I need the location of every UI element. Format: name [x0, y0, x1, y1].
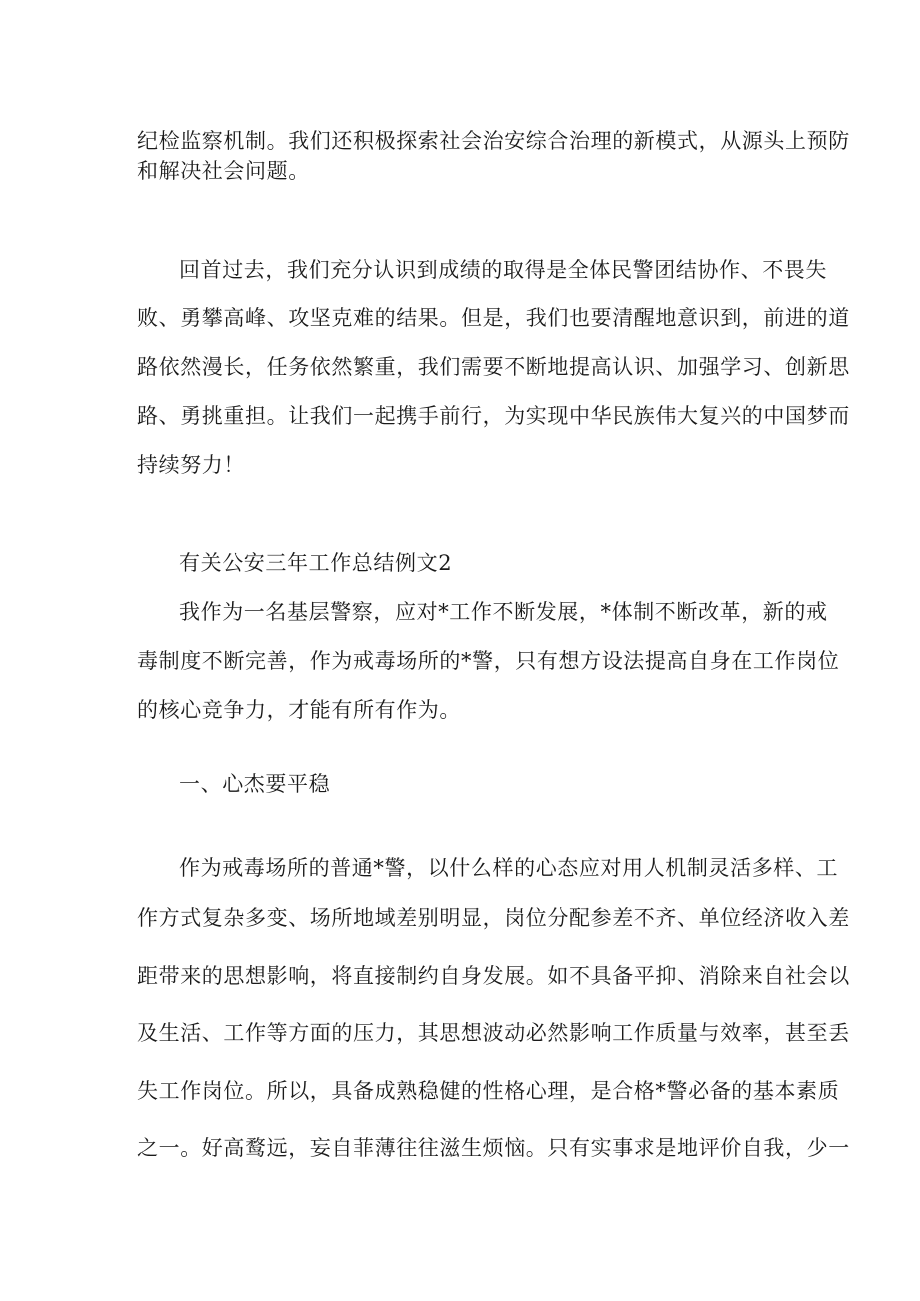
paragraph-line: 路依然漫长，任务依然繁重，我们需要不断地提高认识、加强学习、创新思	[137, 355, 850, 379]
paragraph-line: 的核心竞争力，才能有所有作为。	[137, 698, 461, 722]
paragraph-line: 失工作岗位。所以，具备成熟稳健的性格心理，是合格*警必备的基本素质	[137, 1079, 840, 1103]
paragraph-line: 距带来的思想影响，将直接制约自身发展。如不具备平抑、消除来自社会以	[137, 964, 850, 988]
paragraph-line: 回首过去，我们充分认识到成绩的取得是全体民警团结协作、不畏失	[179, 258, 827, 282]
paragraph-line: 持续努力！	[137, 453, 245, 477]
paragraph-line: 作为戒毒场所的普通*警，以什么样的心态应对用人机制灵活多样、工	[179, 856, 839, 880]
section-heading: 一、心杰要平稳	[179, 772, 331, 796]
paragraph-line: 和解决社会问题。	[137, 159, 310, 183]
section-title: 有关公安三年工作总结例文2	[179, 551, 453, 575]
paragraph-line: 我作为一名基层警察，应对*工作不断发展，*体制不断改革，新的戒	[179, 600, 828, 624]
paragraph-line: 毒制度不断完善，作为戒毒场所的*警，只有想方设法提高自身在工作岗位	[137, 649, 840, 673]
paragraph-line: 路、勇挑重担。让我们一起携手前行，为实现中华民族伟大复兴的中国梦而	[137, 404, 850, 428]
paragraph-line: 作方式复杂多变、场所地域差别明显，岗位分配参差不齐、单位经济收入差	[137, 906, 850, 930]
paragraph-line: 及生活、工作等方面的压力，其思想波动必然影响工作质量与效率，甚至丢	[137, 1021, 850, 1045]
paragraph-line: 纪检监察机制。我们还积极探索社会治安综合治理的新模式，从源头上预防	[137, 129, 850, 153]
paragraph-line: 之一。好高鹜远，妄自菲薄往往滋生烦恼。只有实事求是地评价自我，少一	[137, 1136, 850, 1160]
paragraph-line: 败、勇攀高峰、攻坚克难的结果。但是，我们也要清醒地意识到，前进的道	[137, 306, 850, 330]
